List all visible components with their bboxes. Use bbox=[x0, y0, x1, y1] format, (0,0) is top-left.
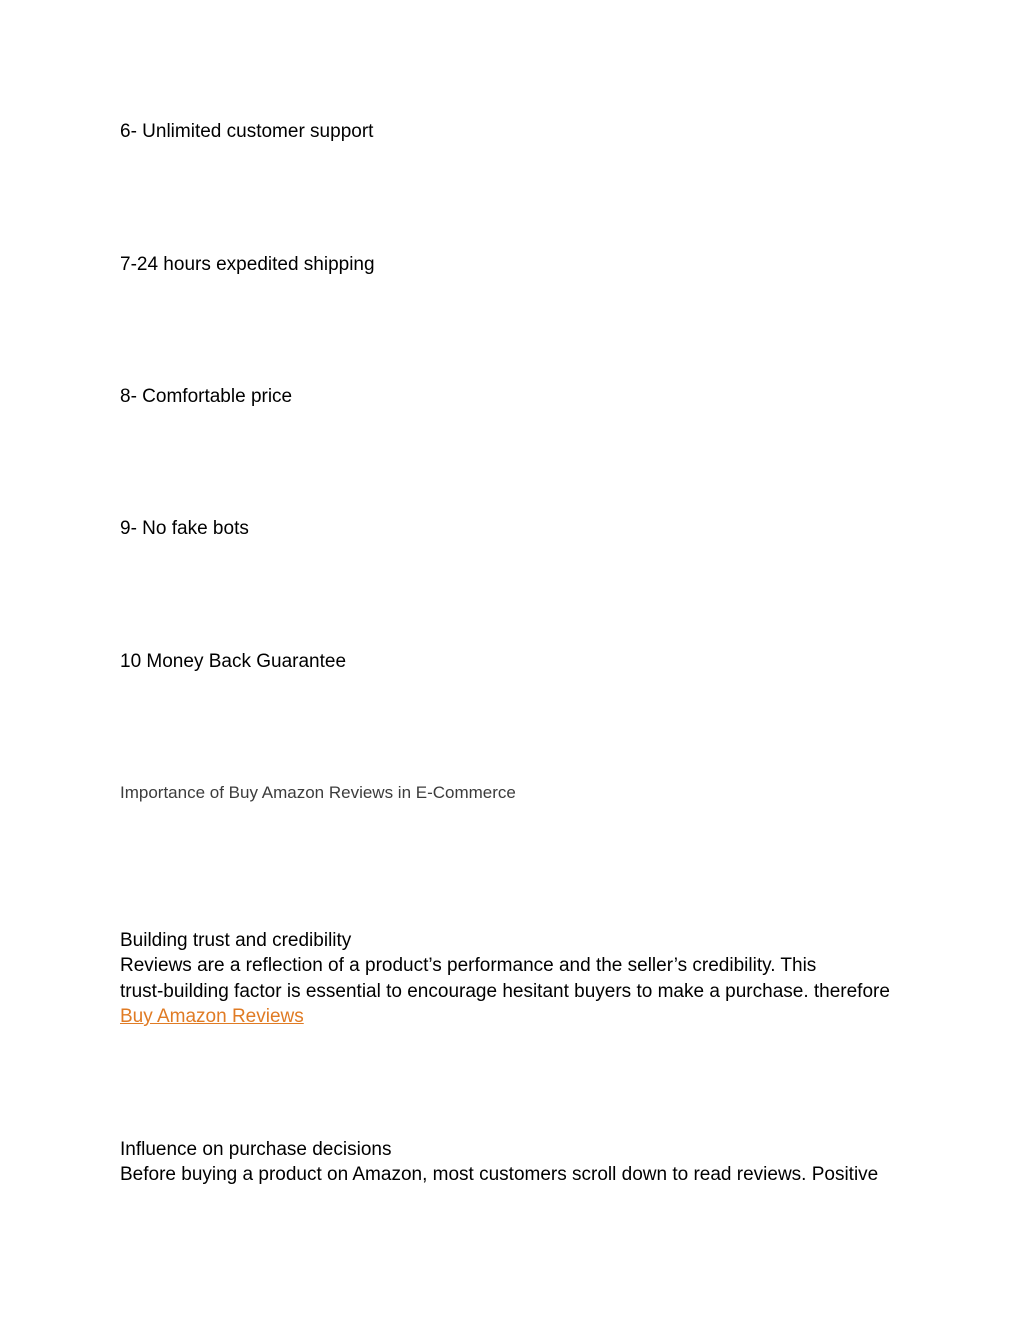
trust-section-line-1: Reviews are a reflection of a product’s performance and the seller’s credibility. This bbox=[120, 955, 817, 976]
list-item-money-back: 10 Money Back Guarantee bbox=[120, 651, 347, 672]
trust-section-link-line bbox=[120, 1004, 304, 1029]
section-heading: Importance of Buy Amazon Reviews in E-Commerce bbox=[120, 783, 516, 802]
trust-section-title: Building trust and credibility bbox=[120, 930, 352, 951]
list-item-shipping: 7-24 hours expedited shipping bbox=[120, 254, 375, 275]
list-item-price: 8- Comfortable price bbox=[120, 386, 293, 407]
trust-section-line-2: trust-building factor is essential to encourage hesitant buyers to make a purchase. therefore bbox=[120, 981, 890, 1002]
buy-amazon-reviews-link[interactable]: Buy Amazon Reviews bbox=[120, 1006, 304, 1027]
list-item-customer-support: 6- Unlimited customer support bbox=[120, 121, 374, 142]
influence-section-title: Influence on purchase decisions bbox=[120, 1139, 392, 1160]
influence-section-line-1: Before buying a product on Amazon, most customers scroll down to read reviews. Positive bbox=[120, 1164, 879, 1185]
list-item-no-fake-bots: 9- No fake bots bbox=[120, 518, 249, 539]
